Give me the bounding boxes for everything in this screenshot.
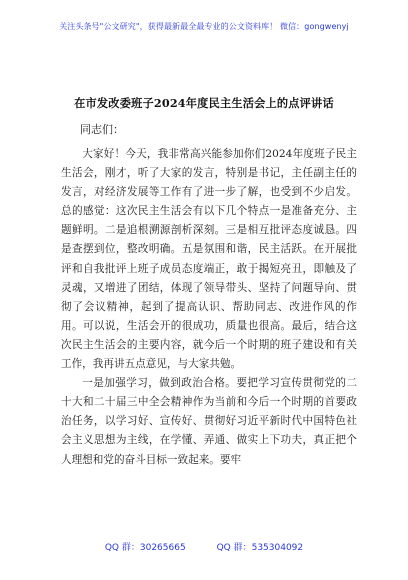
header-watermark: 关注头条号"公文研究"，获得最新最全最专业的公文资料库！ 微信：gongwenyj bbox=[59, 22, 349, 31]
qq-group-1: QQ 群：30265665 bbox=[104, 543, 186, 553]
paragraph: 大家好！今天，我非常高兴能参加你们2024年度班子民主生活会，刚才，听了大家的发言，特别是书记，主任副主任的发言，对经济发展等工作有了进一步了解，也受到不少启发。总的感觉：这次民主生活会有以下几个特点一是准备充分、主题鲜明。二是追根溯源剖析深刻。三是相互批评态度诚恳。四是查摆到位，整改明确。五是氛围和谐，民主活跃。在开展批评和自我批评上班子成员态度端正，敢于揭短亮丑，即触及了灵魂，又增进了团结，体现了领导带头、坚持了问题导向、贯彻了会议精神，起到了提高认识、帮助同志、改进作风的作用。可以说，生活会开的很成功，质量也很高。最后，结合这次民主生活会的主要内容，就今后一个时期的班子建设和有关工作，我再讲五点意见，与大家共勉。 bbox=[61, 148, 357, 371]
document-body bbox=[61, 145, 357, 470]
document-title: 在市发改委班子2024年度民主生活会上的点评讲话 bbox=[74, 96, 334, 110]
footer-contact bbox=[0, 540, 408, 553]
paragraph: 一是加强学习，做到政治合格。要把学习宣传贯彻党的二十大和二十届三中全会精神作为当前和今后一个时期的首要政治任务，以学习好、宣传好、贯彻好习近平新时代中国特色社会主义思想为主线，在学懂、弄通、做实上下功夫，真正把个人理想和党的奋斗目标一致起来。要牢 bbox=[61, 377, 357, 466]
qq-group-2: QQ 群：535304092 bbox=[216, 543, 304, 553]
salutation: 同志们： bbox=[80, 123, 124, 136]
